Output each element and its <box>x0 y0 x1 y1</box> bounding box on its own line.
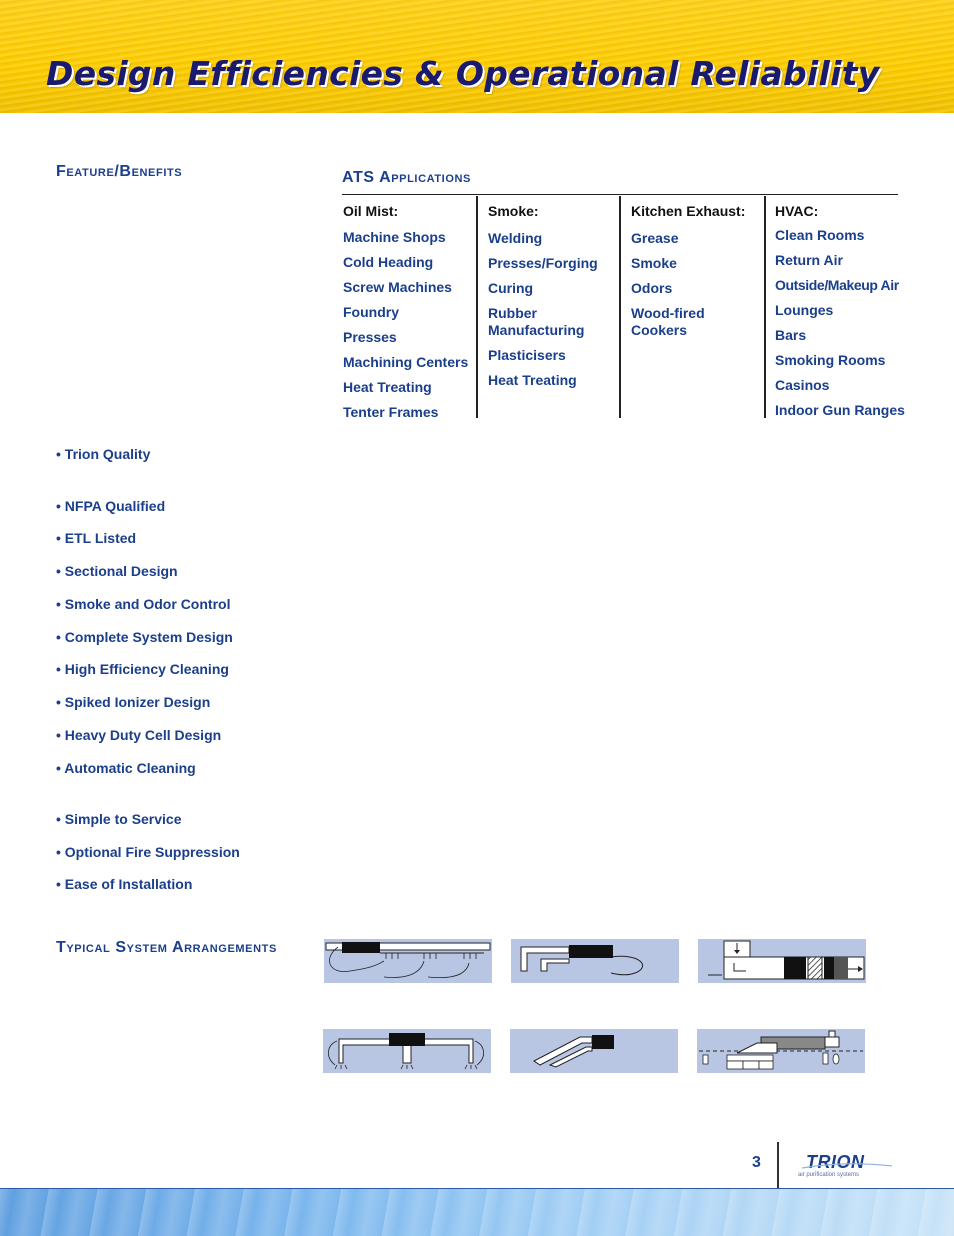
column-title: Smoke: <box>488 203 539 219</box>
list-item: Return Air <box>775 252 843 268</box>
ceiling-mounted-collector-diagram <box>324 939 492 983</box>
logo-tagline: air purification systems <box>798 1172 860 1178</box>
list-item: Indoor Gun Ranges <box>775 402 905 418</box>
list-item: Cookers <box>631 322 688 338</box>
footer-divider <box>777 1142 779 1188</box>
trion-logo <box>796 1148 896 1184</box>
feature-item: • Sectional Design <box>56 563 178 579</box>
list-item: Clean Rooms <box>775 227 865 243</box>
feature-item: • Heavy Duty Cell Design <box>56 727 222 743</box>
angled-ducting-diagram <box>510 1029 678 1073</box>
footer-band <box>0 1188 954 1236</box>
list-item: Wood-fired <box>631 305 705 321</box>
kitchen-hood-diagram <box>697 1029 865 1073</box>
feature-item: • ETL Listed <box>56 530 137 546</box>
arrangements-heading: Typical System Arrangements <box>56 939 277 956</box>
list-item: Foundry <box>343 304 399 320</box>
column-divider <box>764 196 766 418</box>
list-item: Odors <box>631 280 673 296</box>
list-item: Machine Shops <box>343 229 446 245</box>
header-banner <box>0 0 954 113</box>
list-item: Heat Treating <box>488 372 577 388</box>
feature-item: • Simple to Service <box>56 811 182 827</box>
feature-item: • Smoke and Odor Control <box>56 596 231 612</box>
feature-item: • Complete System Design <box>56 629 233 645</box>
ducted-recirculation-diagram <box>511 939 679 983</box>
list-item: Bars <box>775 327 807 343</box>
list-item: Casinos <box>775 377 830 393</box>
list-item: Cold Heading <box>343 254 434 270</box>
feature-item: • Spiked Ionizer Design <box>56 694 211 710</box>
dual-drop-hood-diagram <box>323 1029 491 1073</box>
feature-item: • Trion Quality <box>56 446 151 462</box>
applications-column-hvac <box>775 196 905 418</box>
logo-wordmark: TRION <box>806 1152 865 1172</box>
list-item: Smoke <box>631 255 677 271</box>
feature-item: • High Efficiency Cleaning <box>56 661 229 677</box>
list-item: Manufacturing <box>488 322 585 338</box>
applications-heading: ATS Applications <box>342 169 471 186</box>
list-item: Curing <box>488 280 534 296</box>
list-item: Smoking Rooms <box>775 352 886 368</box>
list-item: Heat Treating <box>343 379 432 395</box>
column-title: Kitchen Exhaust: <box>631 203 746 219</box>
applications-column-smoke <box>488 196 616 418</box>
applications-rule <box>342 194 898 195</box>
list-item: Rubber <box>488 305 537 321</box>
list-item: Presses/Forging <box>488 255 598 271</box>
list-item: Lounges <box>775 302 834 318</box>
column-divider <box>476 196 478 418</box>
page-title: Design Efficiencies & Operational Reliability <box>46 54 880 93</box>
column-title: Oil Mist: <box>343 203 399 219</box>
list-item: Plasticisers <box>488 347 566 363</box>
hvac-inline-diagram <box>698 939 866 983</box>
page-number: 3 <box>752 1154 761 1171</box>
list-item: Outside/Makeup Air <box>775 277 899 293</box>
column-divider <box>619 196 621 418</box>
feature-item: • Optional Fire Suppression <box>56 844 240 860</box>
applications-column-kitchen-exhaust <box>631 196 761 418</box>
feature-item: • NFPA Qualified <box>56 498 166 514</box>
list-item: Presses <box>343 329 397 345</box>
feature-item: • Automatic Cleaning <box>56 760 196 776</box>
list-item: Machining Centers <box>343 354 469 370</box>
applications-column-oil-mist <box>343 196 473 418</box>
list-item: Screw Machines <box>343 279 452 295</box>
list-item: Grease <box>631 230 679 246</box>
features-heading: Feature/Benefits <box>56 163 183 180</box>
feature-item: • Ease of Installation <box>56 876 193 892</box>
list-item: Welding <box>488 230 543 246</box>
list-item: Tenter Frames <box>343 404 439 420</box>
column-title: HVAC: <box>775 203 819 219</box>
